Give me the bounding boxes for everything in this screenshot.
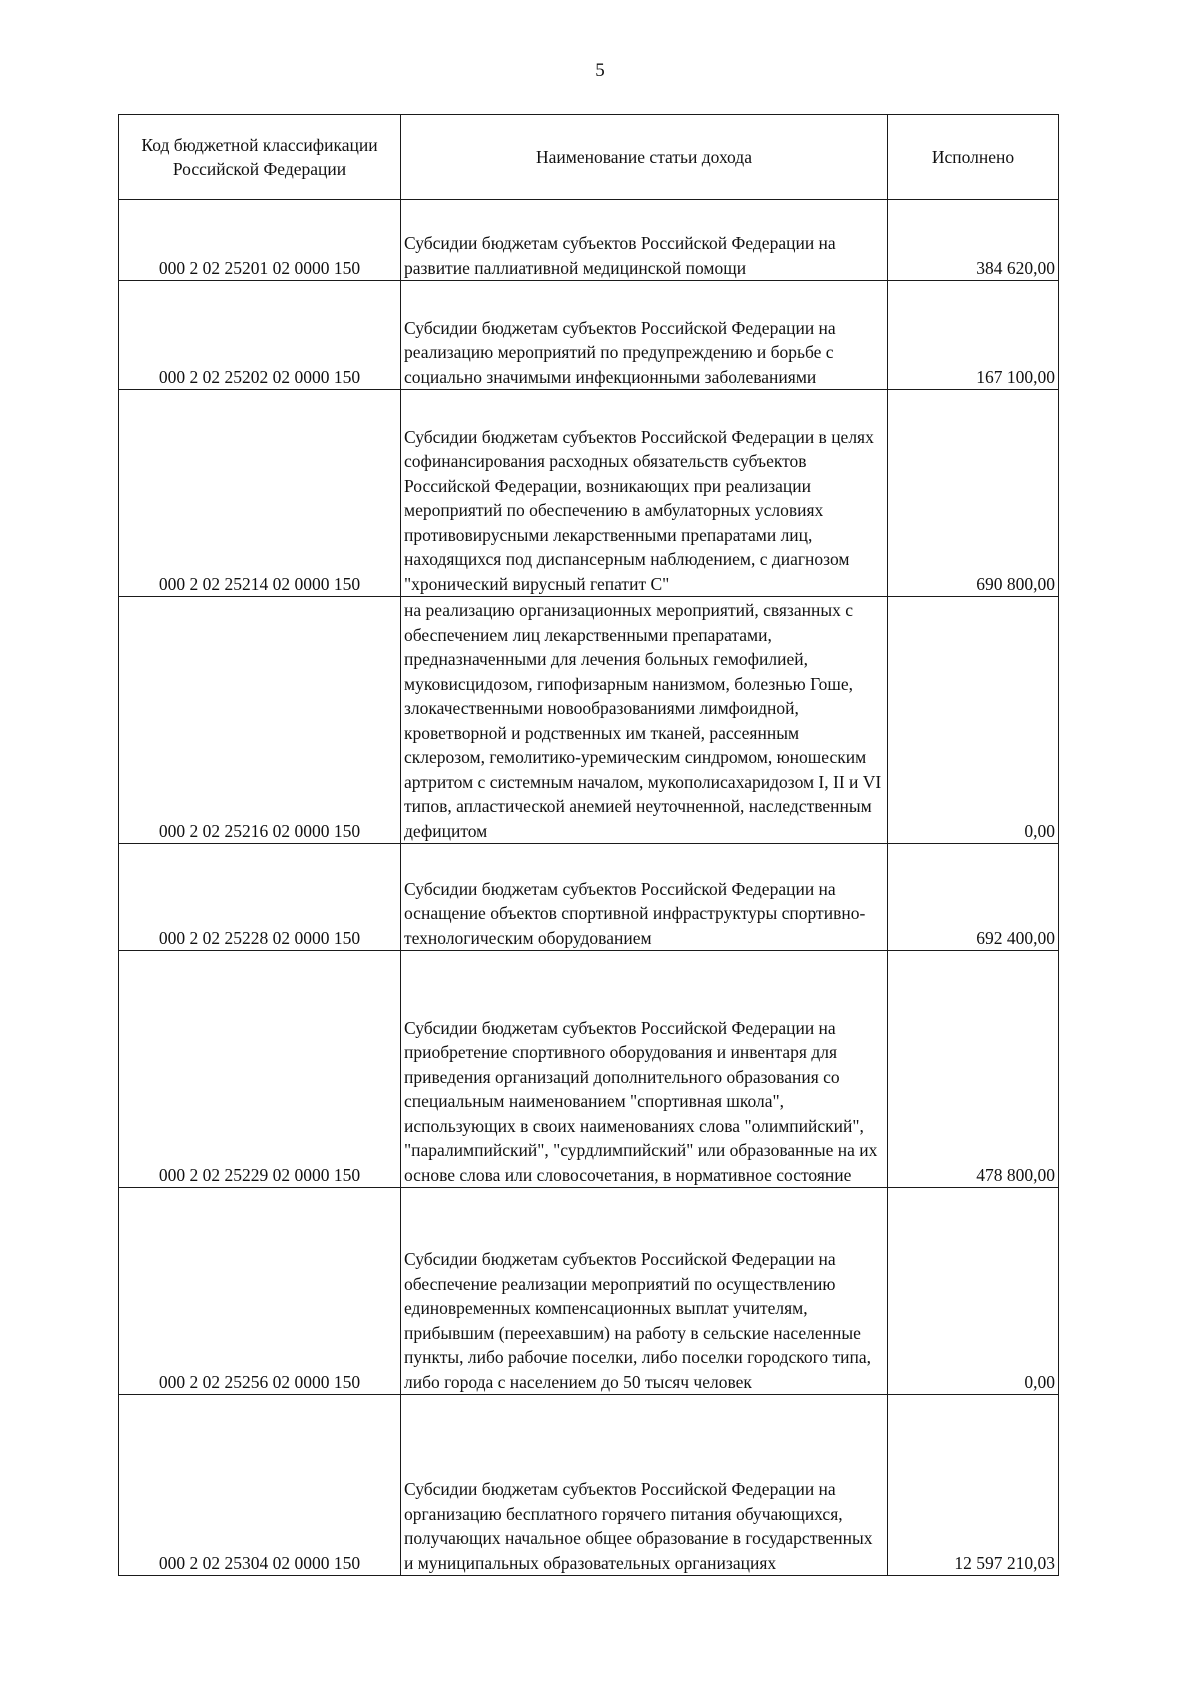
table-row: [119, 200, 1059, 281]
page-number: 5: [595, 60, 605, 81]
cell-name: Субсидии бюджетам субъектов Российской Федерации на организацию бесплатного горячего питания обучающихся, получающих начальное общее образование в государственных и муниципальных образовательных организациях: [401, 1395, 888, 1576]
cell-code: 000 2 02 25216 02 0000 150: [119, 597, 401, 844]
cell-executed: 692 400,00: [888, 844, 1059, 951]
header-executed: Исполнено: [888, 115, 1059, 200]
header-name: Наименование статьи дохода: [401, 115, 888, 200]
cell-name: Субсидии бюджетам субъектов Российской Федерации на обеспечение реализации мероприятий по осуществлению единовременных компенсационных выплат учителям, прибывшим (переехавшим) на работу в сельские населенные пункты, либо рабочие поселки, либо поселки городского типа, либо города с населением до 50 тысяч человек: [401, 1188, 888, 1395]
cell-executed: 0,00: [888, 597, 1059, 844]
cell-name: Субсидии бюджетам субъектов Российской Федерации на реализацию мероприятий по предупреждению и борьбе с социально значимыми инфекционными заболеваниями: [401, 281, 888, 390]
cell-executed: 690 800,00: [888, 390, 1059, 597]
cell-code: 000 2 02 25202 02 0000 150: [119, 281, 401, 390]
cell-code: 000 2 02 25304 02 0000 150: [119, 1395, 401, 1576]
table-row: [119, 597, 1059, 844]
cell-executed: 478 800,00: [888, 951, 1059, 1188]
cell-executed: 12 597 210,03: [888, 1395, 1059, 1576]
table-header-row: [119, 115, 1059, 200]
cell-code: 000 2 02 25228 02 0000 150: [119, 844, 401, 951]
cell-code: 000 2 02 25229 02 0000 150: [119, 951, 401, 1188]
table-row: [119, 281, 1059, 390]
cell-executed: 384 620,00: [888, 200, 1059, 281]
cell-name: Субсидии бюджетам субъектов Российской Федерации на приобретение спортивного оборудования и инвентаря для приведения организаций дополнительного образования со специальным наименованием "спортивная школа", использующих в своих наименованиях слова "олимпийский", "паралимпийский", "сурдлимпийский" или образованные на их основе слова или словосочетания, в нормативное состояние: [401, 951, 888, 1188]
table-row: [119, 844, 1059, 951]
table-row: [119, 390, 1059, 597]
table-row: [119, 1188, 1059, 1395]
cell-name: Субсидии бюджетам субъектов Российской Федерации на развитие паллиативной медицинской помощи: [401, 200, 888, 281]
cell-executed: 167 100,00: [888, 281, 1059, 390]
cell-code: 000 2 02 25201 02 0000 150: [119, 200, 401, 281]
cell-code: 000 2 02 25214 02 0000 150: [119, 390, 401, 597]
table-row: [119, 951, 1059, 1188]
cell-name: на реализацию организационных мероприятий, связанных с обеспечением лиц лекарственными препаратами, предназначенными для лечения больных гемофилией, муковисцидозом, гипофизарным нанизмом, болезнью Гоше, злокачественными новообразованиями лимфоидной, кроветворной и родственных им тканей, рассеянным склерозом, гемолитико-уремическим синдромом, юношеским артритом с системным началом, мукополисахаридозом I, II и VI типов, апластической анемией неуточненной, наследственным дефицитом: [401, 597, 888, 844]
header-code: Код бюджетной классификации Российской Федерации: [119, 115, 401, 200]
cell-executed: 0,00: [888, 1188, 1059, 1395]
cell-name: Субсидии бюджетам субъектов Российской Федерации на оснащение объектов спортивной инфраструктуры спортивно-технологическим оборудованием: [401, 844, 888, 951]
table-row: [119, 1395, 1059, 1576]
cell-name: Субсидии бюджетам субъектов Российской Федерации в целях софинансирования расходных обязательств субъектов Российской Федерации, возникающих при реализации мероприятий по обеспечению в амбулаторных условиях противовирусными лекарственными препаратами лиц, находящихся под диспансерным наблюдением, с диагнозом "хронический вирусный гепатит С": [401, 390, 888, 597]
cell-code: 000 2 02 25256 02 0000 150: [119, 1188, 401, 1395]
revenue-table: [118, 114, 1059, 1576]
